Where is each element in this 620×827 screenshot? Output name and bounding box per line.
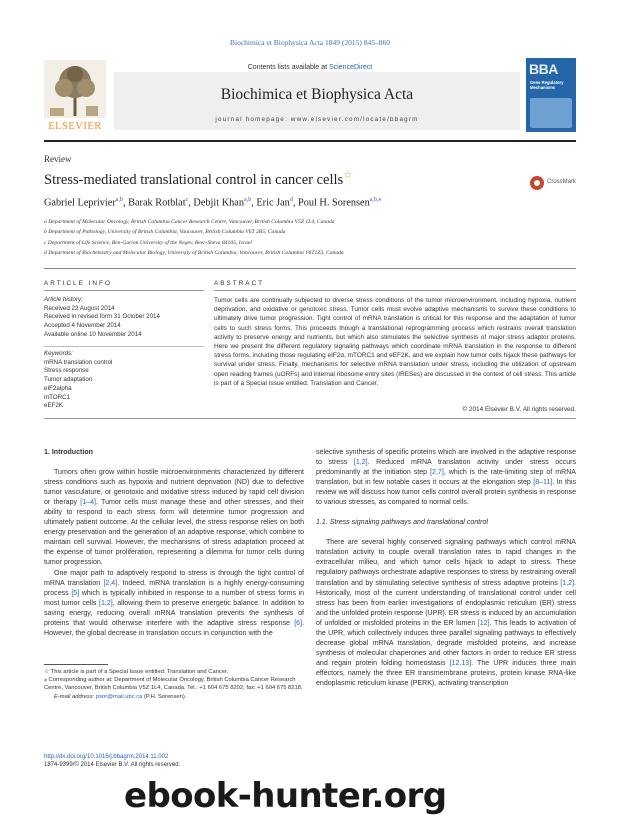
affiliation-item: b Department of Pathology, University of British Columbia, Vancouver, British Columbia V6T 2B5, Canada xyxy=(44,229,286,236)
article-info-heading: ARTICLE INFO xyxy=(44,280,112,287)
crossmark-label: CrossMark xyxy=(547,179,577,185)
keywords xyxy=(44,350,204,411)
title-footnote-star[interactable]: ☆ xyxy=(343,170,353,181)
affiliations-divider xyxy=(44,268,576,269)
author-name: Debjit Khan xyxy=(193,197,245,209)
journal-title: Biochimica et Biophysica Acta xyxy=(220,86,414,103)
cover-artwork xyxy=(530,98,572,128)
history-item: Accepted 4 November 2014 xyxy=(44,322,121,330)
email-suffix: (P.H. Sorensen). xyxy=(142,693,187,700)
email-label: E-mail address: xyxy=(54,693,96,700)
footnote-item: ☆ This article is part of a Special Issue entitled: Translation and Cancer. xyxy=(44,669,229,675)
abstract-bottom-divider xyxy=(44,418,576,419)
elsevier-wordmark: ELSEVIER xyxy=(48,121,102,132)
journal-title-band xyxy=(114,72,520,130)
subsection-heading: 1.1. Stress signaling pathways and translational control xyxy=(316,519,488,527)
section-heading: 1. Introduction xyxy=(44,449,93,456)
paragraph: There are several highly conserved signaling pathways which control mRNA translation activity to couple overall translation rates to rapid changes in the extracellular milieu, and which tumor cells hijack to adapt to stress. These regulatory pathways orchestrate adaptive responses to stress by restraining overall translation and by stimulating selective synthesis of stress adaptive proteins [1,2]. Historically, most of the current understanding of translational control under cell stress has been from earlier investigations of endoplasmic reticulum (ER) stress and the unfolded protein response (UPR). ER stress is induced by an accumulation of unfolded or misfolded proteins in the ER lumen [12]. This leads to activation of the UPR, which collectively induces three parallel signaling pathways to effectively decrease global mRNA translation, degrade misfolded proteins, and increase synthesis of molecular chaperones and other factors in order to reduce ER stress and regain protein folding homeostasis [12,13]. The UPR induces three main effectors, namely the three ER transmembrane proteins, protein kinase RNA-like endoplasmic reticulum kinase (PERK), activating transcription xyxy=(316,539,576,687)
doi-block xyxy=(44,753,180,769)
email-link[interactable]: psor@mail.ubc.ca xyxy=(95,693,143,700)
author-affil-marks[interactable]: a,b xyxy=(244,197,252,203)
citation-link[interactable]: [1–4] xyxy=(80,499,96,507)
footnote-divider xyxy=(44,664,108,665)
journal-header xyxy=(44,58,576,136)
author-affil-marks[interactable]: d xyxy=(289,197,293,203)
citation-link[interactable]: [1,2] xyxy=(560,579,575,587)
sciencedirect-link[interactable]: ScienceDirect xyxy=(329,64,373,71)
citation-link[interactable]: [2,4] xyxy=(103,579,118,587)
paragraph: selective synthesis of specific proteins which are involved in the adaptive response to stress [1,2]. Reduced mRNA translation activity under stress occurs predominantly at the initiation step [2,7], which is the rate-limiting step of mRNA translation, but in few notable cases it occurs at the elongation step [8–11]. In this review we will discuss how tumor cells control overall protein synthesis in response to various stresses, as compared to normal cells. xyxy=(316,449,576,507)
header-divider xyxy=(44,140,576,142)
keyword-item: mTORC1 xyxy=(44,393,71,401)
footnote-email-line xyxy=(44,693,304,701)
author-name: Poul H. Sorensen xyxy=(297,197,370,209)
copyright-notice: © 2014 Elsevier B.V. All rights reserved. xyxy=(462,406,576,413)
keyword-item: eEF2K xyxy=(44,402,63,410)
author-name: Barak Rotblat xyxy=(128,197,186,209)
citation-link[interactable]: [1,2] xyxy=(353,459,368,467)
abstract-text: Tumor cells are continually subjected to diverse stress conditions of the tumor microenvironment, including hypoxia, nutrient deprivation, and oxidative or genotoxic stress. Tumor cells must evolve adaptive mechanisms to survive these conditions to ultimately drive tumor progression. Tight control of mRNA translation is critical for this response and the adaptation of tumor cells to such stress forms. This proceeds though a translational reprogramming process which restrains overall translation activity to preserve energy and nutrients, but which also stimulates the selective synthesis of major stress adaptor proteins. Here we present the different regulatory signaling pathways which coordinate mRNA translation in the response to different stress forms, including those regulating eIF2α, mTORC1 and eEF2K, and we explain how tumor cells hijack these pathways for survival under stress. Finally, mechanisms for selective mRNA translation under stress, including the utilization of upstream open reading frames (uORFs) and internal ribosome entry sites (IRESes) are discussed in the context of cell stress. This article is part of a Special Issue entitled: Translation and Cancer. xyxy=(214,297,576,387)
keyword-item: mRNA translation control xyxy=(44,358,113,366)
doi-link[interactable]: http://dx.doi.org/10.1016/j.bbagrm.2014.11.002 xyxy=(44,754,169,760)
abstract-heading: ABSTRACT xyxy=(214,280,265,287)
author-affil-marks[interactable]: c xyxy=(185,197,189,203)
keyword-item: eIF2alpha xyxy=(44,384,72,392)
article-title-text: Stress-mediated translational control in cancer cells xyxy=(44,171,344,188)
history-item: Available online 10 November 2014 xyxy=(44,330,142,338)
footnotes xyxy=(44,668,304,701)
author-list: Gabriel Leprivier$^{a,b}$, Barak Rotblat$^c$, Debjit Khan$^{a,b}$, Eric Jan$^d$, Poul H. Sorensen$^{a,b,⁎}$ xyxy=(44,197,382,209)
watermark: ebook-hunter.org xyxy=(124,776,447,816)
paragraph: One major path to adaptively respond to stress is through the tight control of mRNA translation [2,4]. Indeed, mRNA translation is a highly energy-consuming process [5] which is typically inhibited in response to a number of stress forms in most tumor cells [1,2], allowing them to preserve energetic balance. In addition to saving energy, reducing overall mRNA translation prevents the synthesis of proteins that would otherwise interfere with the adaptive stress response [6]. However, the global decrease in translation occurs in conjunction with the xyxy=(44,569,304,637)
body-right-column xyxy=(316,448,576,689)
citation-link[interactable]: [12,13] xyxy=(449,659,472,667)
journal-reference[interactable]: Biochimica et Biophysica Acta 1849 (2015) 845–860 xyxy=(230,38,390,47)
paragraph: Tumors often grow within hostile microenvironments characterized by different stress conditions such as hypoxia and nutrient deprivation (ND) due to defective tumor vasculature, or genotoxic and oxidative stress induced by rapid cell division or therapy [1–4]. Tumor cells must manage these and other stresses, and their ability to respond to each stress form will determine tumor progression and ultimately patient outcome. At the cellular level, the stress response relies on both energy preservation and the generation of an adaptive response, which combine to maintain cell survival. However, the mechanisms of stress adaptation proceed at the expense of tumor proliferation, representing a dilemma for tumor cells during tumor progression. xyxy=(44,469,304,567)
keyword-item: Stress response xyxy=(44,367,89,375)
history-heading: Article history: xyxy=(44,296,83,303)
author-affil-marks[interactable]: a,b xyxy=(115,197,123,203)
keywords-heading: Keywords: xyxy=(44,350,73,357)
affiliation-item: a Department of Molecular Oncology, British Columbia Cancer Research Centre, Vancouver, British Columbia V5Z 1L4, Canada xyxy=(44,219,335,225)
affiliations xyxy=(44,217,576,258)
article-info-divider xyxy=(44,290,204,291)
article-title xyxy=(44,170,352,189)
contents-prefix: Contents lists available at xyxy=(247,64,330,71)
abstract-divider xyxy=(214,290,576,291)
cover-subtitle: Gene Regulatory Mechanisms xyxy=(530,80,564,90)
citation-link[interactable]: [1,2] xyxy=(99,599,113,607)
crossmark-icon xyxy=(530,176,544,190)
citation-link[interactable]: [8–11] xyxy=(533,479,553,487)
article-history xyxy=(44,296,204,340)
history-item: Received 22 August 2014 xyxy=(44,304,115,312)
affiliation-item: c Department of Life Science, Ben-Gurion University of the Negev, Beer-Sheva 84105, Israel xyxy=(44,239,252,246)
journal-homepage[interactable]: journal homepage: www.elsevier.com/locate/bbagrm xyxy=(215,116,419,123)
citation-link[interactable]: [12] xyxy=(477,619,490,627)
keyword-item: Tumor adaptation xyxy=(44,376,93,384)
author-affil-marks[interactable]: a,b,⁎ xyxy=(369,197,382,203)
citation-link[interactable]: [5] xyxy=(71,589,80,597)
cover-title: BBA xyxy=(529,61,558,77)
author-name: Gabriel Leprivier xyxy=(44,197,116,209)
contents-line xyxy=(44,64,576,71)
history-item: Received in revised form 31 October 2014 xyxy=(44,313,160,321)
footnote-item: ⁎ Corresponding author at: Department of Molecular Oncology, British Columbia Cancer Research Centre, Vancouver, British Columbia V5Z 1L4, Canada. Tel.: +1 604 675 8202; fax: +1 604 675 8218. xyxy=(44,677,303,692)
affiliation-item: d Department of Biochemistry and Molecular Biology, University of British Columbia, Vancouver, British Columbia V6T1Z3, Canada xyxy=(44,249,344,256)
author-name: Eric Jan xyxy=(256,197,290,209)
citation-link[interactable]: [2,7] xyxy=(430,469,444,477)
crossmark-badge[interactable] xyxy=(530,174,576,194)
citation-link[interactable]: [6] xyxy=(294,619,303,627)
keywords-divider xyxy=(44,346,204,347)
article-type: Review xyxy=(44,154,72,164)
journal-cover-image xyxy=(526,58,576,132)
body-left-column xyxy=(44,448,304,639)
issn-line: 1874-9399/© 2014 Elsevier B.V. All rights reserved. xyxy=(44,762,181,768)
